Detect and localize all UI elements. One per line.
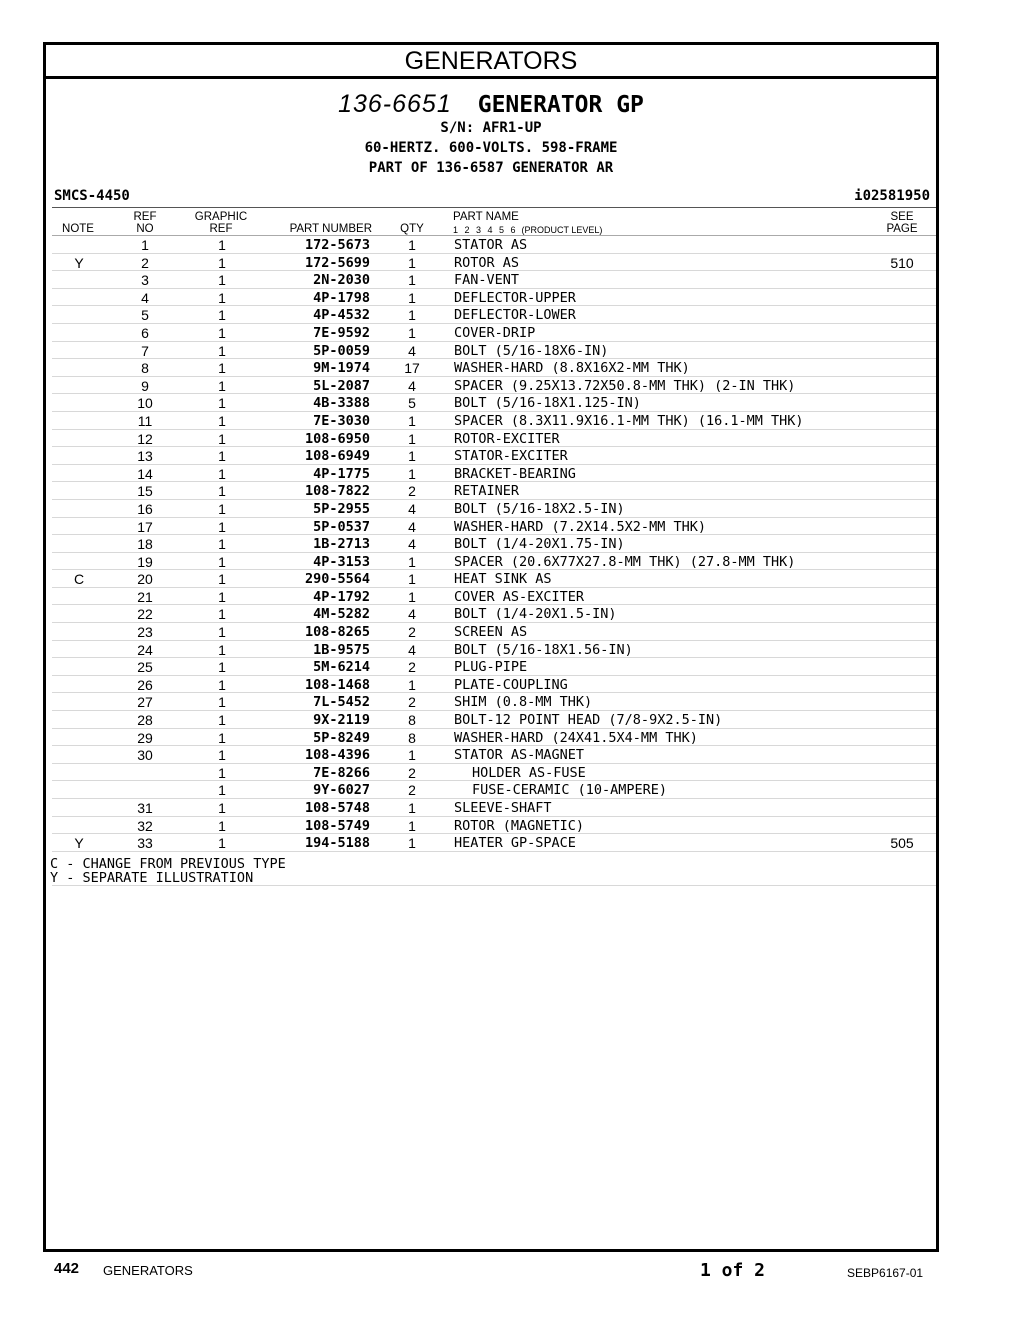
cell-part-name: STATOR-EXCITER bbox=[454, 448, 568, 465]
cell-ref-no: 12 bbox=[137, 430, 153, 447]
cell-part-name: PLATE-COUPLING bbox=[454, 676, 568, 693]
page-number: 442 bbox=[54, 1260, 80, 1277]
table-row bbox=[52, 693, 936, 711]
col-graphic-ref-line1: GRAPHIC bbox=[194, 211, 248, 223]
cell-part-name: SCREEN AS bbox=[454, 624, 528, 641]
cell-part-name: SHIM (0.8-MM THK) bbox=[454, 694, 593, 711]
cell-part-name: HEATER GP-SPACE bbox=[454, 835, 576, 852]
cell-graphic-ref: 1 bbox=[218, 835, 226, 852]
cell-part-name: SPACER (9.25X13.72X50.8-MM THK) (2-IN THK) bbox=[454, 377, 796, 394]
cell-part-number: 172-5673 bbox=[304, 237, 370, 253]
cell-see-page: 505 bbox=[890, 835, 914, 852]
cell-qty: 4 bbox=[408, 500, 416, 517]
cell-ref-no: 10 bbox=[137, 395, 153, 412]
cell-qty: 4 bbox=[408, 377, 416, 394]
cell-graphic-ref: 1 bbox=[218, 395, 226, 412]
cell-graphic-ref: 1 bbox=[218, 729, 226, 746]
table-row bbox=[52, 518, 936, 536]
cell-part-name: BOLT (1/4-20X1.75-IN) bbox=[454, 536, 625, 553]
table-row bbox=[52, 465, 936, 483]
cell-qty: 2 bbox=[408, 764, 416, 781]
table-row bbox=[52, 834, 936, 852]
table-row bbox=[52, 482, 936, 500]
cell-ref-no: 21 bbox=[137, 588, 153, 605]
cell-qty: 1 bbox=[408, 254, 416, 271]
table-row bbox=[52, 377, 936, 395]
cell-part-number: 4P-4532 bbox=[313, 307, 370, 324]
col-see-page bbox=[882, 211, 922, 235]
table-row bbox=[52, 553, 936, 571]
cell-graphic-ref: 1 bbox=[218, 571, 226, 588]
cell-note: Y bbox=[74, 835, 84, 852]
table-row bbox=[52, 236, 936, 254]
table-row bbox=[52, 729, 936, 747]
cell-ref-no: 11 bbox=[137, 412, 153, 429]
cell-ref-no: 3 bbox=[141, 272, 149, 289]
group-part-number: 136-6651 bbox=[338, 90, 452, 118]
serial-range: S/N: AFR1-UP bbox=[440, 120, 542, 136]
cell-part-number: 5L-2087 bbox=[313, 377, 370, 394]
group-part-name: GENERATOR GP bbox=[477, 92, 644, 118]
cell-note: C bbox=[73, 571, 85, 588]
cell-qty: 1 bbox=[408, 412, 416, 429]
cell-graphic-ref: 1 bbox=[218, 500, 226, 517]
cell-graphic-ref: 1 bbox=[218, 430, 226, 447]
notes-legend bbox=[50, 857, 286, 885]
illustration-id: i02581950 bbox=[854, 188, 930, 204]
cell-part-name: BOLT-12 POINT HEAD (7/8-9X2.5-IN) bbox=[454, 712, 723, 729]
footer-section: GENERATORS bbox=[103, 1263, 193, 1278]
cell-qty: 1 bbox=[408, 324, 416, 341]
cell-ref-no: 24 bbox=[137, 641, 153, 658]
cell-ref-no: 31 bbox=[137, 800, 153, 816]
table-row bbox=[52, 289, 936, 307]
cell-ref-no: 20 bbox=[137, 571, 153, 588]
cell-part-number: 5P-0537 bbox=[313, 518, 370, 535]
cell-graphic-ref: 1 bbox=[218, 536, 226, 553]
cell-qty: 4 bbox=[408, 518, 416, 535]
cell-part-number: 7E-3030 bbox=[313, 412, 370, 429]
table-row bbox=[52, 430, 936, 448]
cell-graphic-ref: 1 bbox=[218, 289, 226, 306]
table-row bbox=[52, 394, 936, 412]
cell-qty: 1 bbox=[408, 817, 416, 834]
cell-qty: 1 bbox=[408, 553, 416, 570]
table-row bbox=[52, 799, 936, 817]
cell-part-number: 7L-5452 bbox=[313, 694, 370, 711]
cell-part-name: BOLT (5/16-18X1.125-IN) bbox=[454, 395, 641, 412]
cell-qty: 1 bbox=[408, 307, 416, 324]
cell-part-number: 7E-9592 bbox=[313, 324, 370, 341]
section-banner: GENERATORS bbox=[46, 45, 936, 79]
cell-graphic-ref: 1 bbox=[218, 712, 226, 729]
cell-graphic-ref: 1 bbox=[218, 553, 226, 570]
page-of: 1 of 2 bbox=[700, 1260, 766, 1281]
cell-part-number: 9M-1974 bbox=[313, 360, 370, 377]
cell-ref-no: 13 bbox=[137, 448, 153, 465]
cell-part-number: 5P-0059 bbox=[313, 342, 370, 359]
cell-part-name: STATOR AS bbox=[454, 237, 528, 253]
notes-divider bbox=[52, 885, 936, 886]
cell-ref-no: 19 bbox=[137, 553, 153, 570]
col-part-name: PART NAME bbox=[453, 211, 519, 223]
cell-part-number: 1B-9575 bbox=[313, 641, 370, 658]
cell-qty: 4 bbox=[408, 641, 416, 658]
cell-ref-no: 9 bbox=[141, 377, 149, 394]
page-frame bbox=[43, 42, 939, 1252]
table-row bbox=[52, 535, 936, 553]
cell-qty: 2 bbox=[408, 782, 416, 799]
cell-part-name: WASHER-HARD (24X41.5X4-MM THK) bbox=[454, 729, 698, 746]
cell-graphic-ref: 1 bbox=[218, 448, 226, 465]
cell-qty: 4 bbox=[408, 606, 416, 623]
document-id: SEBP6167-01 bbox=[847, 1266, 924, 1280]
cell-graphic-ref: 1 bbox=[218, 764, 226, 781]
cell-ref-no: 1 bbox=[141, 237, 149, 253]
col-part-number: PART NUMBER bbox=[289, 223, 372, 235]
cell-part-name: ROTOR AS bbox=[454, 254, 520, 271]
cell-part-name: PLUG-PIPE bbox=[454, 659, 528, 676]
cell-graphic-ref: 1 bbox=[218, 588, 226, 605]
cell-qty: 5 bbox=[408, 395, 416, 412]
cell-part-number: 290-5564 bbox=[304, 571, 370, 588]
cell-part-name: SPACER (8.3X11.9X16.1-MM THK) (16.1-MM THK) bbox=[454, 412, 804, 429]
cell-part-name: BOLT (5/16-18X1.56-IN) bbox=[454, 641, 633, 658]
cell-part-number: 172-5699 bbox=[304, 254, 370, 271]
table-row bbox=[52, 781, 936, 799]
table-row bbox=[52, 412, 936, 430]
cell-graphic-ref: 1 bbox=[218, 483, 226, 500]
cell-ref-no: 22 bbox=[137, 606, 153, 623]
cell-graphic-ref: 1 bbox=[218, 272, 226, 289]
cell-part-name: ROTOR (MAGNETIC) bbox=[454, 817, 585, 834]
cell-graphic-ref: 1 bbox=[218, 377, 226, 394]
note-separate: Y - SEPARATE ILLUSTRATION bbox=[50, 870, 254, 886]
cell-graphic-ref: 1 bbox=[218, 324, 226, 341]
cell-part-number: 9Y-6027 bbox=[313, 782, 370, 799]
cell-qty: 1 bbox=[408, 289, 416, 306]
cell-ref-no: 28 bbox=[137, 712, 153, 729]
cell-part-name: STATOR AS-MAGNET bbox=[454, 747, 585, 764]
smcs-code: SMCS-4450 bbox=[54, 188, 130, 204]
cell-ref-no: 18 bbox=[137, 536, 153, 553]
cell-graphic-ref: 1 bbox=[218, 465, 226, 482]
col-ref-no-line1: REF bbox=[133, 211, 157, 223]
cell-part-name: FAN-VENT bbox=[454, 272, 520, 289]
cell-graphic-ref: 1 bbox=[218, 747, 226, 764]
cell-qty: 1 bbox=[408, 237, 416, 253]
col-note: NOTE bbox=[62, 223, 94, 235]
table-row bbox=[52, 306, 936, 324]
cell-part-number: 1B-2713 bbox=[313, 536, 370, 553]
col-qty: QTY bbox=[400, 223, 424, 235]
table-row bbox=[52, 342, 936, 360]
cell-graphic-ref: 1 bbox=[218, 342, 226, 359]
table-row bbox=[52, 447, 936, 465]
table-row bbox=[52, 254, 936, 272]
cell-part-name: DEFLECTOR-UPPER bbox=[454, 289, 576, 306]
table-row bbox=[52, 605, 936, 623]
cell-graphic-ref: 1 bbox=[218, 237, 226, 253]
cell-part-number: 108-6949 bbox=[304, 448, 370, 465]
cell-see-page: 510 bbox=[890, 254, 914, 271]
cell-ref-no: 27 bbox=[137, 694, 153, 711]
table-row bbox=[52, 764, 936, 782]
cell-graphic-ref: 1 bbox=[218, 641, 226, 658]
cell-part-number: 108-7822 bbox=[304, 483, 370, 500]
cell-ref-no: 17 bbox=[137, 518, 153, 535]
product-level-label: (PRODUCT LEVEL) bbox=[521, 225, 603, 235]
cell-part-number: 108-5748 bbox=[304, 800, 370, 816]
cell-part-name: DEFLECTOR-LOWER bbox=[454, 307, 576, 324]
cell-qty: 1 bbox=[408, 448, 416, 465]
cell-note: Y bbox=[74, 254, 84, 271]
cell-part-name: ROTOR-EXCITER bbox=[454, 430, 560, 447]
cell-part-number: 108-4396 bbox=[304, 747, 370, 764]
cell-graphic-ref: 1 bbox=[218, 412, 226, 429]
cell-qty: 1 bbox=[408, 676, 416, 693]
cell-graphic-ref: 1 bbox=[218, 817, 226, 834]
col-graphic-ref-line2: REF bbox=[209, 223, 233, 235]
table-row bbox=[52, 658, 936, 676]
cell-qty: 4 bbox=[408, 536, 416, 553]
table-row bbox=[52, 271, 936, 289]
col-see-page-line1: SEE bbox=[890, 211, 914, 223]
table-row bbox=[52, 500, 936, 518]
cell-ref-no: 29 bbox=[137, 729, 153, 746]
cell-graphic-ref: 1 bbox=[218, 676, 226, 693]
cell-ref-no: 26 bbox=[137, 676, 153, 693]
cell-part-number: 9X-2119 bbox=[313, 712, 370, 729]
cell-ref-no: 33 bbox=[137, 835, 153, 852]
cell-ref-no: 2 bbox=[141, 254, 149, 271]
col-ref-no bbox=[120, 211, 170, 235]
cell-part-number: 4M-5282 bbox=[313, 606, 370, 623]
table-row bbox=[52, 641, 936, 659]
cell-qty: 17 bbox=[404, 360, 420, 377]
cell-graphic-ref: 1 bbox=[218, 606, 226, 623]
parts-table bbox=[52, 236, 936, 852]
note-change: C - CHANGE FROM PREVIOUS TYPE bbox=[50, 856, 286, 872]
cell-graphic-ref: 1 bbox=[218, 782, 226, 799]
cell-ref-no: 25 bbox=[137, 659, 153, 676]
cell-part-name: FUSE-CERAMIC (10-AMPERE) bbox=[472, 782, 668, 799]
cell-part-name: BRACKET-BEARING bbox=[454, 465, 576, 482]
part-of-line: PART OF 136-6587 GENERATOR AR bbox=[368, 160, 614, 176]
cell-part-number: 5M-6214 bbox=[313, 659, 370, 676]
table-row bbox=[52, 324, 936, 342]
cell-part-number: 4B-3388 bbox=[313, 395, 370, 412]
cell-graphic-ref: 1 bbox=[218, 518, 226, 535]
cell-part-name: SPACER (20.6X77X27.8-MM THK) (27.8-MM THK) bbox=[454, 553, 796, 570]
table-row bbox=[52, 817, 936, 835]
cell-ref-no: 16 bbox=[137, 500, 153, 517]
cell-part-name: RETAINER bbox=[454, 483, 520, 500]
cell-qty: 8 bbox=[408, 729, 416, 746]
col-graphic-ref bbox=[186, 211, 256, 235]
cell-qty: 1 bbox=[408, 430, 416, 447]
cell-part-name: BOLT (5/16-18X2.5-IN) bbox=[454, 500, 625, 517]
cell-part-name: HEAT SINK AS bbox=[454, 571, 552, 588]
cell-ref-no: 15 bbox=[137, 483, 153, 500]
cell-graphic-ref: 1 bbox=[218, 307, 226, 324]
header-divider bbox=[52, 207, 936, 208]
cell-ref-no: 32 bbox=[137, 817, 153, 834]
cell-part-number: 5P-2955 bbox=[313, 500, 370, 517]
cell-qty: 1 bbox=[408, 747, 416, 764]
cell-part-number: 108-6950 bbox=[304, 430, 370, 447]
cell-qty: 8 bbox=[408, 712, 416, 729]
cell-part-name: WASHER-HARD (7.2X14.5X2-MM THK) bbox=[454, 518, 706, 535]
cell-ref-no: 5 bbox=[141, 307, 149, 324]
cell-part-name: WASHER-HARD (8.8X16X2-MM THK) bbox=[454, 360, 690, 377]
col-ref-no-line2: NO bbox=[136, 223, 154, 235]
cell-qty: 2 bbox=[408, 483, 416, 500]
cell-part-name: BOLT (5/16-18X6-IN) bbox=[454, 342, 609, 359]
cell-qty: 1 bbox=[408, 272, 416, 289]
table-row bbox=[52, 676, 936, 694]
cell-graphic-ref: 1 bbox=[218, 800, 226, 816]
cell-qty: 4 bbox=[408, 342, 416, 359]
table-row bbox=[52, 570, 936, 588]
cell-part-number: 108-1468 bbox=[304, 676, 370, 693]
cell-part-number: 7E-8266 bbox=[313, 764, 370, 781]
cell-ref-no: 23 bbox=[137, 624, 153, 641]
cell-qty: 2 bbox=[408, 694, 416, 711]
cell-graphic-ref: 1 bbox=[218, 624, 226, 641]
cell-part-number: 194-5188 bbox=[304, 835, 370, 852]
table-row bbox=[52, 711, 936, 729]
cell-ref-no: 6 bbox=[141, 324, 149, 341]
cell-part-name: BOLT (1/4-20X1.5-IN) bbox=[454, 606, 617, 623]
cell-part-number: 2N-2030 bbox=[313, 272, 370, 289]
cell-ref-no: 4 bbox=[141, 289, 149, 306]
cell-graphic-ref: 1 bbox=[218, 254, 226, 271]
cell-part-number: 108-8265 bbox=[304, 624, 370, 641]
cell-ref-no: 14 bbox=[137, 465, 153, 482]
cell-qty: 1 bbox=[408, 835, 416, 852]
cell-qty: 2 bbox=[408, 659, 416, 676]
cell-graphic-ref: 1 bbox=[218, 659, 226, 676]
cell-part-number: 108-5749 bbox=[304, 817, 370, 834]
cell-ref-no: 30 bbox=[137, 747, 153, 764]
cell-graphic-ref: 1 bbox=[218, 694, 226, 711]
cell-part-name: HOLDER AS-FUSE bbox=[472, 764, 586, 781]
table-row bbox=[52, 588, 936, 606]
cell-part-number: 4P-3153 bbox=[313, 553, 370, 570]
cell-graphic-ref: 1 bbox=[218, 360, 226, 377]
cell-qty: 1 bbox=[408, 588, 416, 605]
cell-qty: 1 bbox=[408, 465, 416, 482]
cell-part-number: 4P-1798 bbox=[313, 289, 370, 306]
spec-line: 60-HERTZ. 600-VOLTS. 598-FRAME bbox=[364, 140, 618, 156]
product-levels bbox=[453, 225, 602, 235]
cell-part-number: 4P-1775 bbox=[313, 465, 370, 482]
col-see-page-line2: PAGE bbox=[886, 223, 918, 235]
cell-part-number: 5P-8249 bbox=[313, 729, 370, 746]
cell-part-number: 4P-1792 bbox=[313, 588, 370, 605]
level-numbers: 1 2 3 4 5 6 bbox=[453, 225, 516, 235]
cell-qty: 2 bbox=[408, 624, 416, 641]
group-title bbox=[46, 90, 936, 119]
cell-qty: 1 bbox=[408, 571, 416, 588]
table-row bbox=[52, 623, 936, 641]
cell-part-name: COVER-DRIP bbox=[454, 324, 536, 341]
cell-ref-no: 8 bbox=[141, 360, 149, 377]
cell-ref-no: 7 bbox=[141, 342, 149, 359]
table-row bbox=[52, 746, 936, 764]
cell-part-name: COVER AS-EXCITER bbox=[454, 588, 585, 605]
table-row bbox=[52, 359, 936, 377]
cell-qty: 1 bbox=[408, 800, 416, 816]
cell-part-name: SLEEVE-SHAFT bbox=[454, 800, 552, 816]
